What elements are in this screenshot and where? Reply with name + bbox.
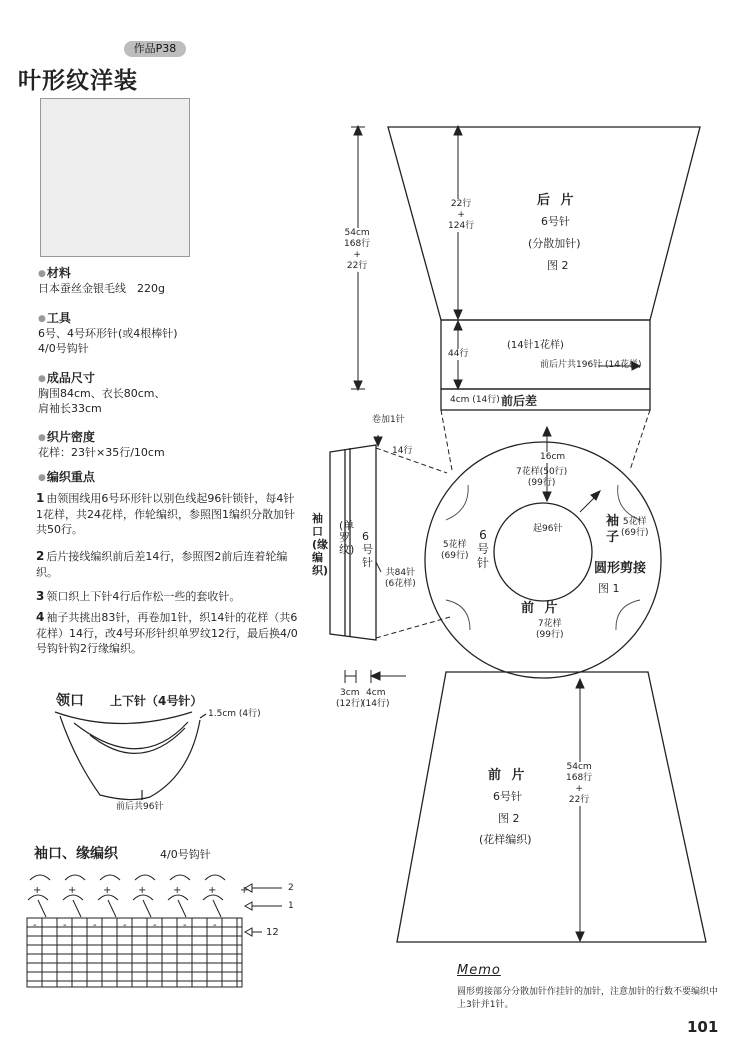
front-needle: 6号针 <box>493 790 522 803</box>
svg-text:-: - <box>153 920 157 931</box>
materials-text: 日本蚕丝金银毛线 220g <box>38 282 165 295</box>
back-band-outline <box>441 320 650 389</box>
sleeve-rib-label: (单罗纹) <box>339 519 355 556</box>
gauge-section <box>38 428 165 460</box>
yoke-inner-circle <box>494 503 592 601</box>
front-piece-name: 前 片 <box>488 768 528 783</box>
svg-text:+: + <box>208 885 217 896</box>
yoke-right-pattern: 5花样 (69行) <box>621 517 649 538</box>
front-total-length: 54cm 168行 + 22行 <box>566 762 593 805</box>
page-number: 101 <box>687 1018 719 1036</box>
step-4: 4 袖子共挑出83针，再卷加1针，织14针的花样（共6花样）14行，改4号环形针织单罗纹12行，最后换4/0号钩针钩2行缘编织。 <box>36 610 298 655</box>
sleeve-width-1: 3cm (12行) <box>336 688 364 709</box>
step-1: 1 由领围线用6号环形针以别色线起96针锁针，每4针1花样，共24花样，作轮编织，参照图1编织分散加针共50行。 <box>36 491 295 536</box>
svg-text:-: - <box>93 920 97 931</box>
yoke-left-pattern: 5花样 (69行) <box>441 540 469 561</box>
yoke-title: 圆形剪接 <box>594 561 647 576</box>
tools-line-1: 6号、4号环形针(或4根棒针) <box>38 327 178 340</box>
front-back-diff-label: 前后差 <box>501 394 538 408</box>
yoke-sleeve-label: 袖 子 <box>606 514 620 545</box>
sleeve-width-2: 4cm (14行) <box>362 688 390 709</box>
yoke-top-dim: 16cm <box>540 452 566 462</box>
points-section <box>38 468 95 485</box>
sleeve-needle: 6号针 <box>362 530 373 569</box>
svg-text:+: + <box>240 885 249 896</box>
size-section <box>38 369 166 416</box>
tools-section <box>38 309 178 356</box>
back-total-length: 54cm 168行 + 22行 <box>344 228 371 271</box>
memo-title: Memo <box>457 963 501 978</box>
yoke-top-pattern: 7花样(50行) (99行) <box>516 467 568 488</box>
svg-text:-: - <box>33 920 37 931</box>
collar-stitch-note: 前后共96针 <box>116 802 164 812</box>
size-heading: ● 成品尺寸 <box>38 369 166 386</box>
front-pattern: (花样编织) <box>479 833 532 846</box>
back-piece-name: 后 片 <box>537 193 577 208</box>
svg-text:-: - <box>213 920 217 931</box>
tools-line-2: 4/0号钩针 <box>38 342 89 355</box>
step-3: 3 领口织上下针4行后作松一些的套收针。 <box>36 589 241 603</box>
step-2: 2 后片接线编织前后差14行，参照图2前后连着轮编织。 <box>36 549 288 579</box>
materials-heading: ● 材料 <box>38 264 165 281</box>
svg-text:+: + <box>138 885 147 896</box>
svg-text:-: - <box>123 920 127 931</box>
sleeve-cast-on: 卷加1针 <box>372 415 405 425</box>
yoke-figure-ref: 图 1 <box>598 582 620 595</box>
memo-text: 圆形剪接部分分散加针作挂针的加针，注意加针的行数不要编织中上3针并1针。 <box>457 987 719 1010</box>
page-title: 叶形纹洋装 <box>18 68 138 94</box>
work-reference-tag: 作品P38 <box>124 41 186 57</box>
points-heading: ● 编织重点 <box>38 468 95 485</box>
back-band-rows: 44行 <box>448 349 469 359</box>
sleeve-rows: 14行 <box>392 446 413 456</box>
back-band-repeat: (14针1花样) <box>507 340 564 351</box>
sleeve-cuff-label: 袖口(缘编织) <box>312 512 329 577</box>
sleeve-total-stitches: 共84针 (6花样) <box>385 568 416 589</box>
dress-photo-frame <box>40 98 190 257</box>
yoke-front-label: 前 片 <box>521 601 561 616</box>
gauge-heading: ● 织片密度 <box>38 428 165 445</box>
cuff-chart-symbols <box>33 885 248 931</box>
back-band-note: 前后片共196针 (14花样) <box>540 360 642 370</box>
size-line-2: 肩袖长33cm <box>38 402 102 415</box>
collar-diagram <box>55 712 206 800</box>
cuff-hook-size: 4/0号钩针 <box>160 848 211 861</box>
yoke-start-label: 起96针 <box>533 524 563 534</box>
svg-text:-: - <box>183 920 187 931</box>
collar-title: 领口 <box>56 693 84 709</box>
collar-dim-label: 1.5cm (4行) <box>208 709 261 719</box>
svg-text:+: + <box>68 885 77 896</box>
back-rows-label: 22行 + 124行 <box>448 199 475 231</box>
cuff-row-1: 1 <box>288 901 294 911</box>
cuff-row-12: 12 <box>266 927 279 938</box>
svg-text:+: + <box>173 885 182 896</box>
back-increase-note: (分散加针) <box>528 237 581 250</box>
materials-section <box>38 264 165 296</box>
cuff-row-2: 2 <box>288 883 294 893</box>
svg-text:+: + <box>103 885 112 896</box>
yoke-bottom-pattern: 7花样 (99行) <box>536 619 564 640</box>
front-back-diff-dim: 4cm (14行) <box>450 395 500 405</box>
collar-subtitle: 上下针（4号针） <box>110 694 203 708</box>
yoke-needle: 6 号 针 <box>477 528 490 570</box>
gauge-text: 花样：23针×35行/10cm <box>38 446 165 459</box>
svg-text:-: - <box>63 920 67 931</box>
back-needle: 6号针 <box>541 215 570 228</box>
front-figure-ref: 图 2 <box>498 812 520 825</box>
cuff-title: 袖口、缘编织 <box>34 846 118 862</box>
back-figure-ref: 图 2 <box>547 259 569 272</box>
front-piece-outline <box>397 672 706 942</box>
svg-text:+: + <box>33 885 42 896</box>
size-line-1: 胸围84cm、衣长80cm、 <box>38 387 166 400</box>
tools-heading: ● 工具 <box>38 309 178 326</box>
